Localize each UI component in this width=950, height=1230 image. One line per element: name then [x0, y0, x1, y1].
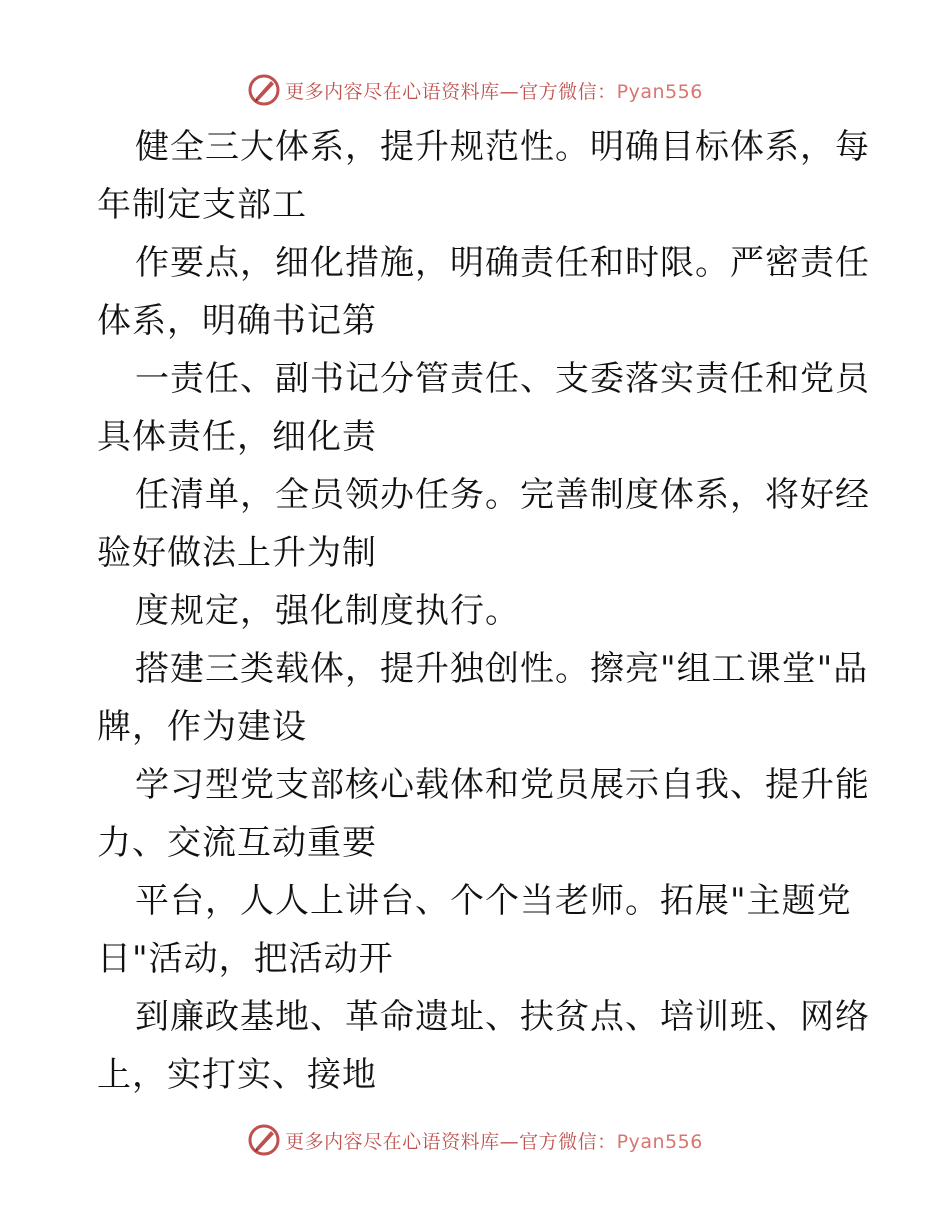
footer-watermark [0, 1120, 950, 1160]
header-watermark [0, 70, 950, 110]
watermark-label: 更多内容尽在心语资料库—官方微信： [285, 80, 617, 103]
text-line: 健全三大体系，提升规范性。明确目标体系，每 [135, 127, 870, 167]
quill-logo-icon [247, 1123, 281, 1157]
text-line: 任清单，全员领办任务。完善制度体系，将好经 [135, 475, 870, 515]
text-line: 搭建三类载体，提升独创性。擦亮"组工课堂"品 [135, 649, 869, 689]
text-line: 一责任、副书记分管责任、支委落实责任和党员 [135, 359, 870, 399]
text-line: 牌，作为建设 [97, 707, 307, 747]
text-line: 具体责任，细化责 [97, 417, 377, 457]
document-body [97, 118, 870, 1104]
watermark-text [285, 77, 703, 104]
text-line: 日"活动，把活动开 [97, 939, 394, 979]
text-line: 到廉政基地、革命遗址、扶贫点、培训班、网络 [135, 997, 870, 1037]
watermark-wechat-id: Pyan556 [616, 1130, 703, 1153]
watermark-wechat-id: Pyan556 [616, 80, 703, 103]
text-line: 力、交流互动重要 [97, 823, 377, 863]
text-line: 学习型党支部核心载体和党员展示自我、提升能 [135, 765, 870, 805]
text-line: 验好做法上升为制 [97, 533, 377, 573]
watermark-text [285, 1127, 703, 1154]
text-line: 上，实打实、接地 [97, 1055, 377, 1095]
text-line: 平台，人人上讲台、个个当老师。拓展"主题党 [135, 881, 852, 921]
watermark-label: 更多内容尽在心语资料库—官方微信： [285, 1130, 617, 1153]
text-line: 作要点，细化措施，明确责任和时限。严密责任 [135, 243, 870, 283]
text-line: 度规定，强化制度执行。 [135, 591, 520, 631]
quill-logo-icon [247, 73, 281, 107]
text-line: 年制定支部工 [97, 185, 307, 225]
text-line: 体系，明确书记第 [97, 301, 377, 341]
